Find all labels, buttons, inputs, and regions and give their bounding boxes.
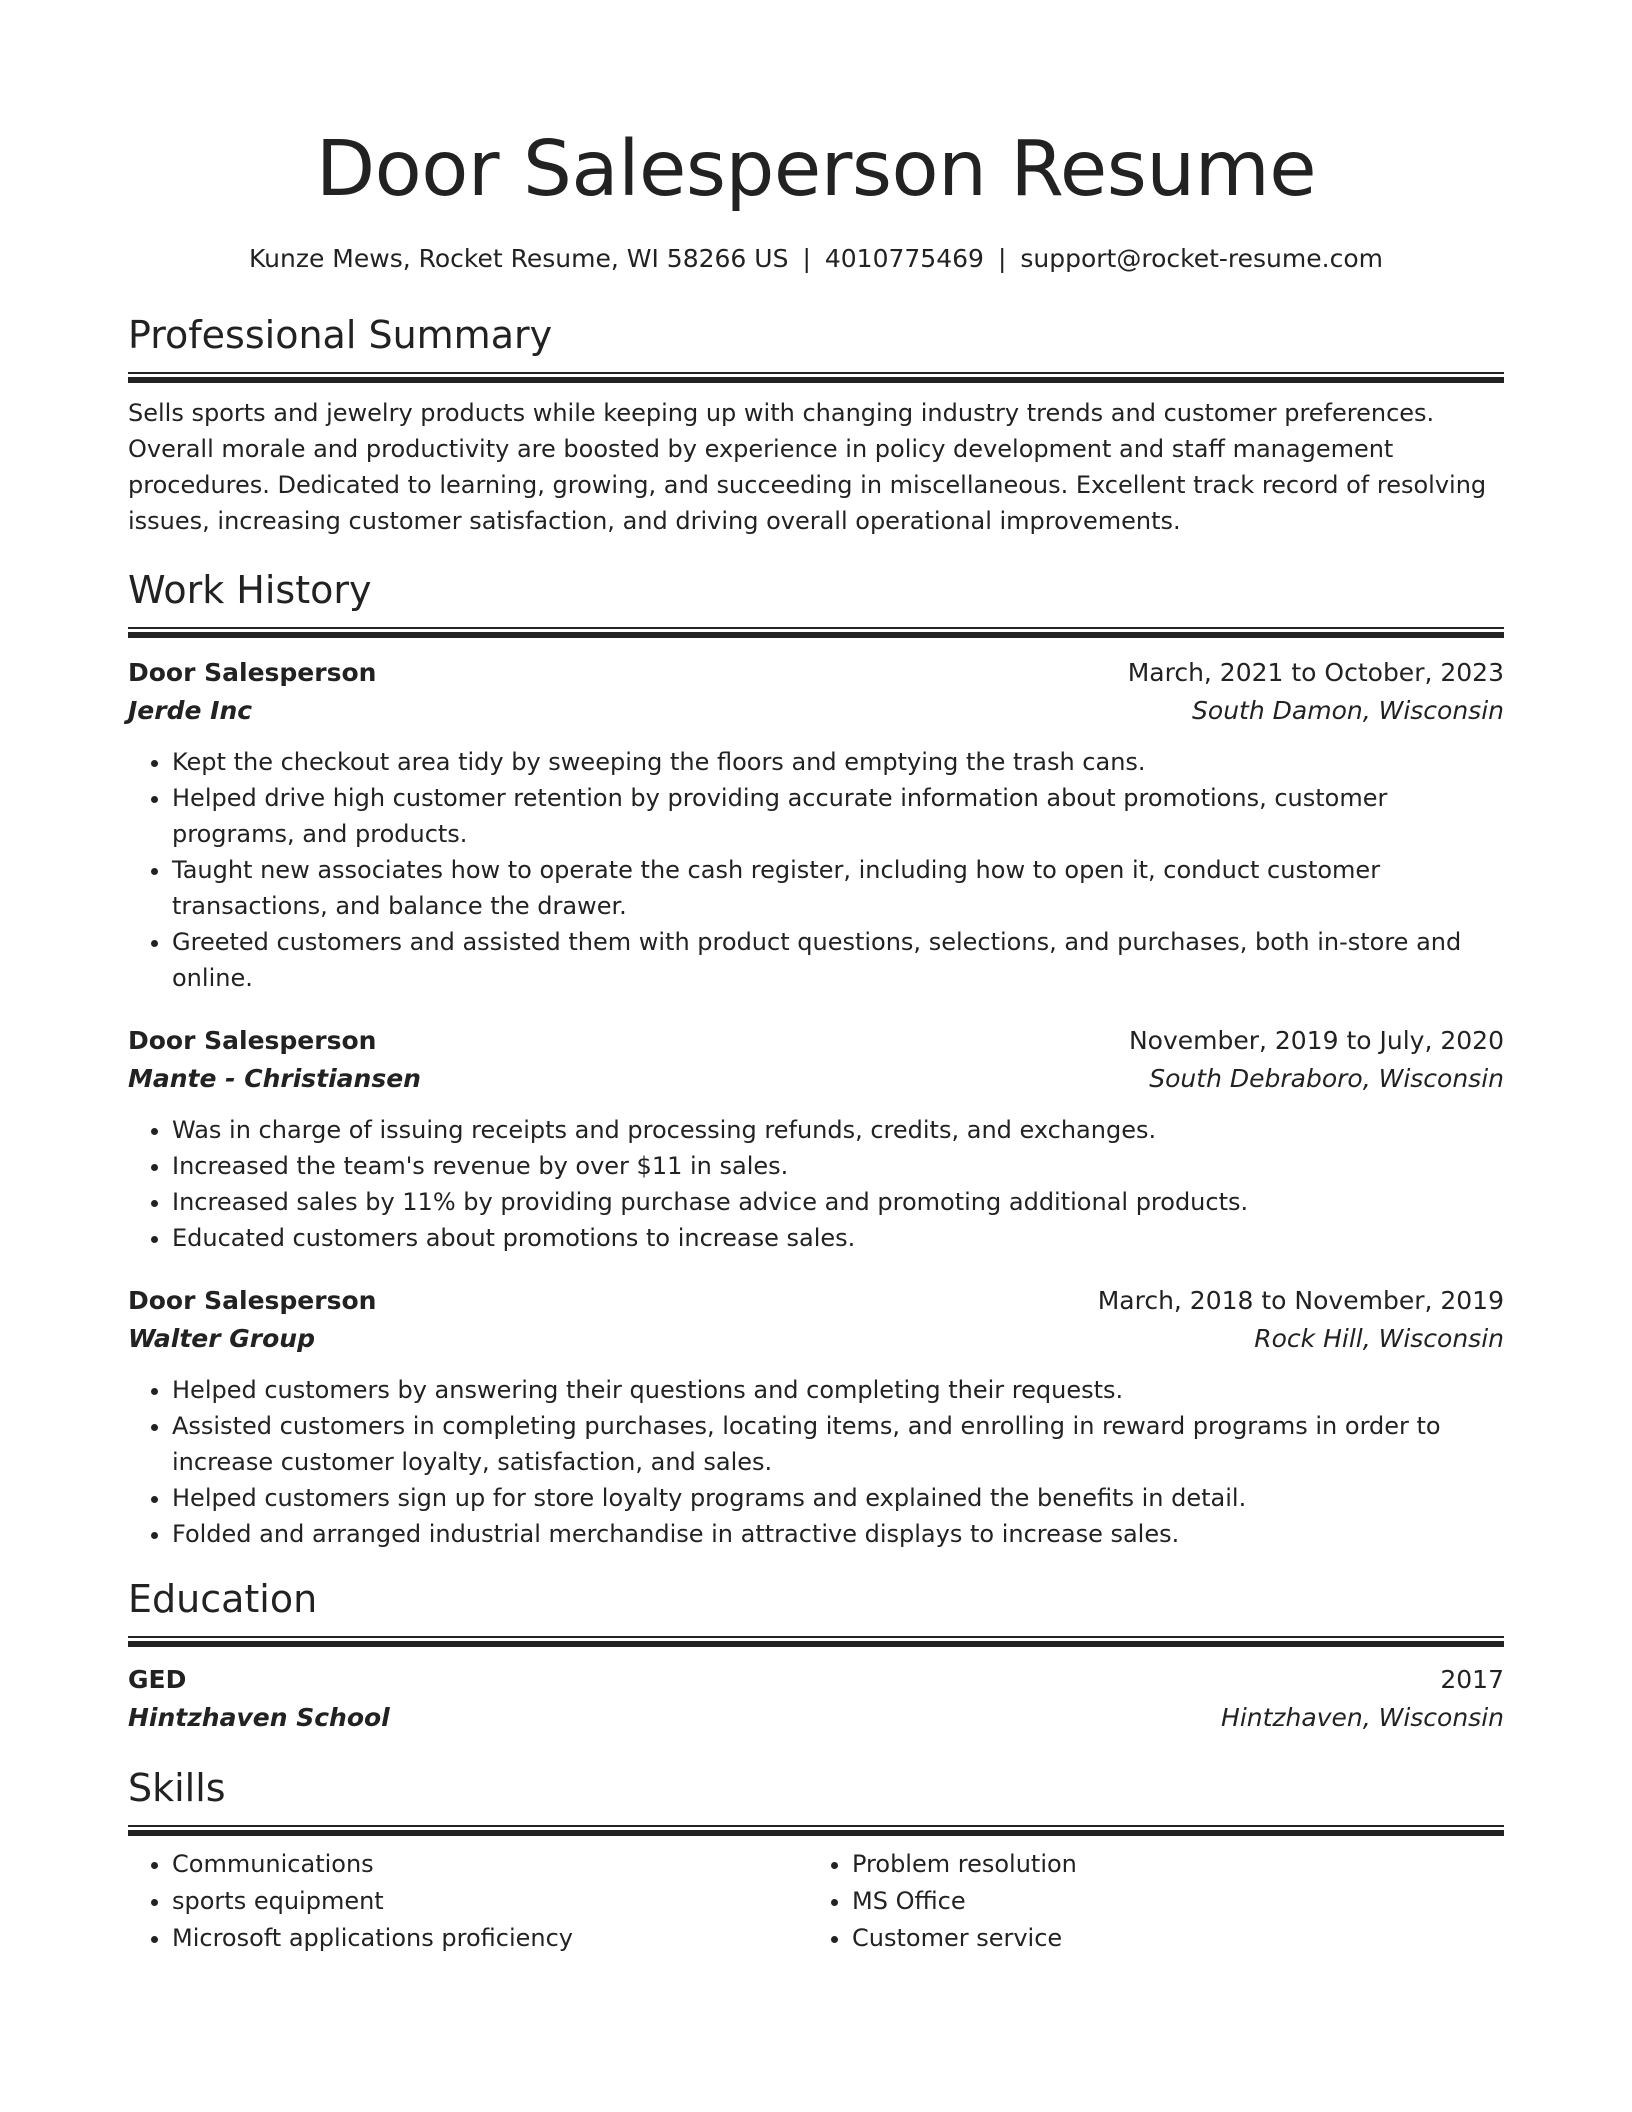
job-dates: March, 2021 to October, 2023 (1127, 658, 1504, 687)
page-title: Door Salesperson Resume (315, 125, 1317, 214)
job-title: Door Salesperson (128, 658, 377, 687)
summary-section (128, 310, 1504, 539)
education-subheader (128, 1699, 1504, 1737)
skill-item: • Customer service (852, 1920, 1488, 1957)
contact-address: Kunze Mews, Rocket Resume, WI 58266 US (249, 244, 789, 273)
section-heading-summary: Professional Summary (128, 313, 553, 357)
skills-column-left (128, 1846, 808, 1957)
job-bullet: • Taught new associates how to operate the cash register, including how to open it, conduct customer transactions, and balance the drawer. (172, 852, 1504, 924)
job-entry (128, 654, 1504, 996)
job-bullet: • Kept the checkout area tidy by sweeping the floors and emptying the trash cans. (172, 744, 1504, 780)
job-bullets (128, 1372, 1504, 1552)
skills-list (128, 1846, 1504, 1957)
job-bullet: • Assisted customers in completing purchases, locating items, and enrolling in reward programs in order to increase customer loyalty, satisfaction, and sales. (172, 1408, 1504, 1480)
contact-email: support@rocket-resume.com (1020, 244, 1383, 273)
section-divider (128, 1825, 1504, 1836)
summary-text: Sells sports and jewelry products while keeping up with changing industry trends and customer preferences. Overall morale and productivity are boosted by experience in policy development and staff management procedures. Dedicated to learning, growing, and succeeding in miscellaneous. Excellent track record of resolving issues, increasing customer satisfaction, and driving overall operational improvements. (128, 399, 1487, 535)
skill-item: • MS Office (852, 1883, 1488, 1920)
education-header (128, 1661, 1504, 1699)
education-school: Hintzhaven School (128, 1703, 390, 1732)
education-entry (128, 1661, 1504, 1737)
contact-line (128, 242, 1504, 276)
education-year: 2017 (1440, 1665, 1504, 1694)
section-heading-work: Work History (128, 568, 372, 612)
job-bullet: • Helped customers by answering their questions and completing their requests. (172, 1372, 1504, 1408)
job-entry (128, 1022, 1504, 1256)
job-dates: March, 2018 to November, 2019 (1097, 1286, 1504, 1315)
skill-item: • sports equipment (172, 1883, 808, 1920)
job-header (128, 654, 1504, 692)
job-bullet: • Increased the team's revenue by over $11 in sales. (172, 1148, 1504, 1184)
contact-separator: | (997, 244, 1007, 273)
job-bullet: • Was in charge of issuing receipts and processing refunds, credits, and exchanges. (172, 1112, 1504, 1148)
contact-phone: 4010775469 (824, 244, 984, 273)
education-section (128, 1574, 1504, 1737)
education-location: Hintzhaven, Wisconsin (1221, 1703, 1504, 1732)
job-location: South Damon, Wisconsin (1192, 696, 1504, 725)
job-location: Rock Hill, Wisconsin (1254, 1324, 1504, 1353)
skill-item: • Microsoft applications proficiency (172, 1920, 808, 1957)
job-location: South Debraboro, Wisconsin (1149, 1064, 1504, 1093)
section-heading-education: Education (128, 1577, 318, 1621)
education-degree: GED (128, 1665, 187, 1694)
contact-separator: | (802, 244, 811, 273)
skills-section (128, 1763, 1504, 1957)
job-bullet: • Increased sales by 11% by providing purchase advice and promoting additional products. (172, 1184, 1504, 1220)
job-bullet: • Helped drive high customer retention by providing accurate information about promotions, customer programs, and products. (172, 780, 1504, 852)
job-company: Walter Group (128, 1324, 315, 1353)
job-bullets (128, 1112, 1504, 1256)
skills-column-right (808, 1846, 1488, 1957)
job-title: Door Salesperson (128, 1286, 377, 1315)
job-bullets (128, 744, 1504, 996)
job-entry (128, 1282, 1504, 1552)
job-dates: November, 2019 to July, 2020 (1128, 1026, 1504, 1055)
job-title: Door Salesperson (128, 1026, 377, 1055)
job-bullet: • Helped customers sign up for store loyalty programs and explained the benefits in detail. (172, 1480, 1504, 1516)
job-subheader (128, 1060, 1504, 1098)
job-company: Mante - Christiansen (128, 1064, 421, 1093)
section-divider (128, 372, 1504, 383)
skill-item: • Communications (172, 1846, 808, 1883)
section-heading-skills: Skills (128, 1766, 226, 1810)
job-subheader (128, 692, 1504, 730)
resume-page (128, 0, 1504, 1957)
work-history-section (128, 565, 1504, 1552)
job-subheader (128, 1320, 1504, 1358)
section-divider (128, 1636, 1504, 1647)
job-bullet: • Educated customers about promotions to increase sales. (172, 1220, 1504, 1256)
job-bullet: • Folded and arranged industrial merchandise in attractive displays to increase sales. (172, 1516, 1504, 1552)
job-company: Jerde Inc (128, 696, 253, 725)
section-divider (128, 627, 1504, 638)
job-header (128, 1282, 1504, 1320)
job-header (128, 1022, 1504, 1060)
skill-item: • Problem resolution (852, 1846, 1488, 1883)
job-bullet: • Greeted customers and assisted them with product questions, selections, and purchases, both in-store and online. (172, 924, 1504, 996)
